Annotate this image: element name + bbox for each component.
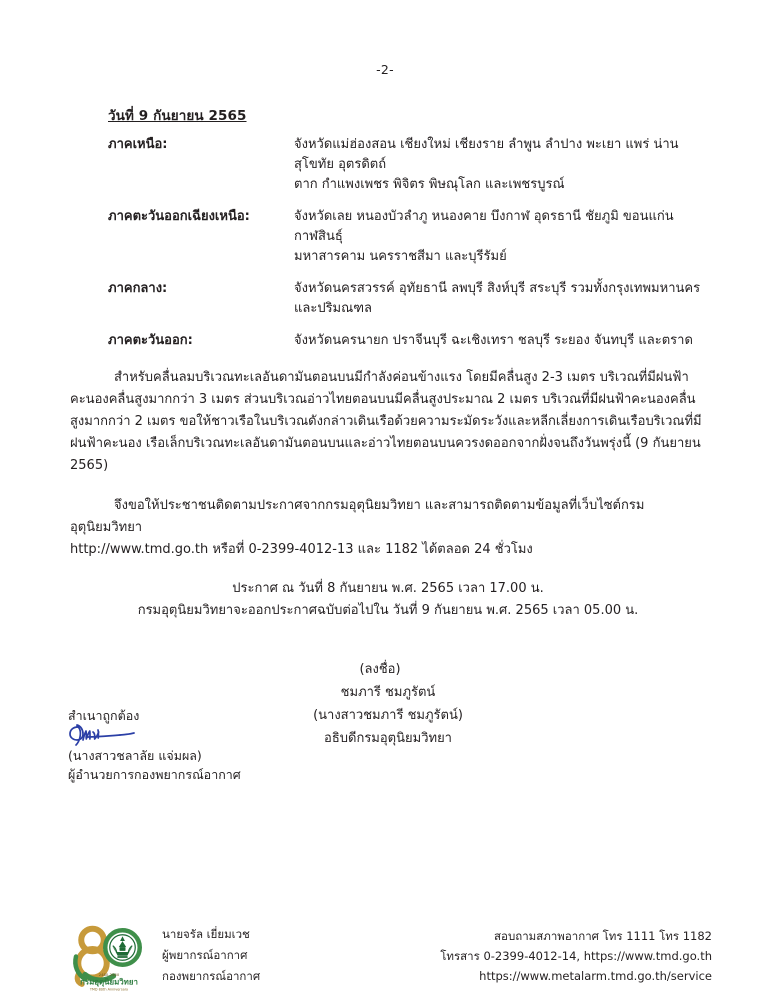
announcement-issued-line: ประกาศ ณ วันที่ 8 กันยายน พ.ศ. 2565 เวลา 17.00 น. <box>232 581 544 596</box>
logo-sub-text: TMD 80th Anniversary <box>89 987 129 992</box>
footer-forecaster-division: กองพยากรณ์อากาศ <box>162 969 261 983</box>
logo-org-text: กรมอุตุนิยมวิทยา <box>80 977 138 987</box>
footer-contact-info <box>440 926 712 986</box>
table-row <box>70 135 706 207</box>
region-value-northeast <box>294 207 706 279</box>
region-label-east: ภาคตะวันออก: <box>108 333 193 348</box>
sea-conditions-paragraph: สำหรับคลื่นลมบริเวณทะเลอันดามันตอนบนมีกำลังค่อนข้างแรง โดยมีคลื่นสูง 2-3 เมตร บริเวณที่มีฝนฟ้าคะนองคลื่นสูงมากกว่า 3 เมตร ส่วนบริเวณอ่าวไทยตอนบนมีคลื่นสูงประมาณ 2 เมตร บริเวณที่มีฝนฟ้าคะนองคลื่นสูงมากกว่า 2 เมตร ขอให้ชาวเรือในบริเวณดังกล่าวเดินเรือด้วยความระมัดระวังและหลีกเลี่ยงการเดินเรือบริเวณที่มีฝนฟ้าคะนอง เรือเล็กบริเวณทะเลอันดามันตอนบนและอ่าวไทยตอนบนควรงดออกจากฝั่งจนถึงวันพรุ่งนี้ (9 กันยายน 2565) <box>70 370 702 473</box>
certified-copy-position: ผู้อำนวยการกองพยากรณ์อากาศ <box>68 767 241 782</box>
footer-forecaster-name: นายจรัล เยี่ยมเวช <box>162 927 250 941</box>
signature-name-row <box>70 658 706 704</box>
signature-prefix: (ลงชื่อ) <box>359 662 401 677</box>
region-label-central: ภาคกลาง: <box>108 281 168 296</box>
table-row <box>70 331 706 353</box>
footer-contact-phone: สอบถามสภาพอากาศ โทร 1111 โทร 1182 <box>494 929 712 943</box>
page-footer <box>0 922 770 1008</box>
region-value-north <box>294 135 706 207</box>
region-line: ตาก กำแพงเพชร พิจิตร พิษณุโลก และเพชรบูรณ์ <box>294 177 565 192</box>
region-line: จังหวัดเลย หนองบัวลำภู หนองคาย บึงกาฬ อุดรธานี ชัยภูมิ ขอนแก่น กาฬสินธุ์ <box>294 209 674 244</box>
region-line: จังหวัดนครสวรรค์ อุทัยธานี ลพบุรี สิงห์บุรี สระบุรี รวมทั้งกรุงเทพมหานคร <box>294 281 701 296</box>
date-heading: วันที่ 9 กันยายน 2565 <box>108 108 247 124</box>
follow-announcement-line-1: จึงขอให้ประชาชนติดตามประกาศจากกรมอุตุนิยมวิทยา และสามารถติดตามข้อมูลที่เว็บไซต์กรมอุตุนิยมวิทยา <box>70 498 645 535</box>
region-value-east <box>294 331 706 353</box>
footer-forecaster-title: ผู้พยากรณ์อากาศ <box>162 948 248 962</box>
certified-copy-name: (นางสาวชลาลัย แจ่มผล) <box>68 748 202 763</box>
page-number: -2- <box>376 62 394 77</box>
forecast-regions-table <box>70 135 706 353</box>
region-value-central <box>294 279 706 331</box>
announcement-datetime-block <box>70 578 706 622</box>
tmd-80th-anniversary-logo-icon <box>70 922 148 994</box>
footer-contact-fax-website: โทรสาร 0-2399-4012-14, https://www.tmd.go.th <box>440 949 712 963</box>
footer-contact-service-url: https://www.metalarm.tmd.go.th/service <box>479 969 712 983</box>
signature-signed-name: ชมภารี ชมภูรัตน์ <box>340 685 436 700</box>
sea-conditions-block <box>70 367 706 477</box>
region-label-northeast: ภาคตะวันออกเฉียงเหนือ: <box>108 209 250 224</box>
footer-left-block <box>70 922 260 994</box>
certified-copy-heading: สำเนาถูกต้อง <box>68 708 140 723</box>
follow-announcement-block <box>70 495 706 561</box>
announcement-next-line: กรมอุตุนิยมวิทยาจะออกประกาศฉบับต่อไปใน วันที่ 9 กันยายน พ.ศ. 2565 เวลา 05.00 น. <box>137 603 639 618</box>
logo-year-text: 2480-2560 <box>98 973 120 977</box>
region-line: จังหวัดแม่ฮ่องสอน เชียงใหม่ เชียงราย ลำพูน ลำปาง พะเยา แพร่ น่าน สุโขทัย อุตรดิตถ์ <box>294 137 679 172</box>
region-line: และปริมณฑล <box>294 301 372 316</box>
signature-position: อธิบดีกรมอุตุนิยมวิทยา <box>324 731 452 746</box>
signature-full-name: (นางสาวชมภารี ชมภูรัตน์) <box>313 708 463 723</box>
document-content <box>70 104 706 750</box>
footer-forecaster-info <box>162 922 260 987</box>
follow-announcement-line-2: http://www.tmd.go.th หรือที่ 0-2399-4012-13 และ 1182 ได้ตลอด 24 ชั่วโมง <box>70 542 533 557</box>
region-line: มหาสารคาม นครราชสีมา และบุรีรัมย์ <box>294 249 507 264</box>
region-line: จังหวัดนครนายก ปราจีนบุรี ฉะเชิงเทรา ชลบุรี ระยอง จันทบุรี และตราด <box>294 333 693 348</box>
table-row <box>70 207 706 279</box>
region-label-north: ภาคเหนือ: <box>108 137 168 152</box>
table-row <box>70 279 706 331</box>
certified-copy-block <box>68 706 241 784</box>
